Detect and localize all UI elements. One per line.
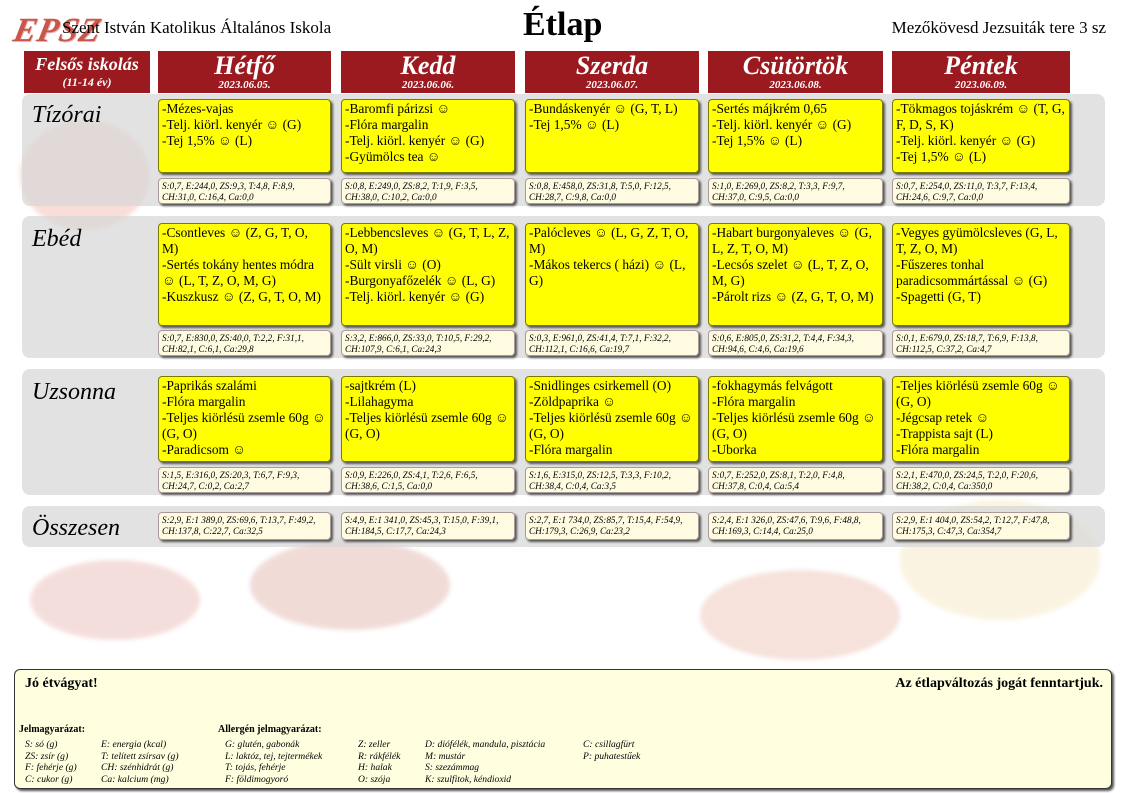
legend-entry: M: mustár <box>425 750 466 762</box>
legend-entry: CH: szénhidrát (g) <box>101 762 174 773</box>
menu-cell <box>341 223 515 326</box>
menu-item: -Telj. kiörl. kenyér ☺ (G) <box>896 133 1036 148</box>
day-date: 2023.06.09. <box>954 79 1008 91</box>
menu-item: -Jégcsap retek ☺ <box>896 410 990 425</box>
menu-item: -Sült virsli ☺ (O) <box>345 257 441 272</box>
day-name: Kedd <box>400 51 456 80</box>
menu-item: -Uborka <box>712 442 757 457</box>
nutrition-info: S:0,8, E:249,0, ZS:8,2, T:1,9, F:3,5, CH:38,0, C:10,2, Ca:0,0 <box>341 178 515 204</box>
nutrition-info: S:0,8, E:458,0, ZS:31,8, T:5,0, F:12,5, CH:28,7, C:9,8, Ca:0,0 <box>525 178 699 204</box>
legend-entry: S: szezámmag <box>425 762 480 773</box>
allergen-column <box>583 739 640 762</box>
legend-entry: L: laktóz, tej, tejtermékek <box>225 750 323 762</box>
day-date: 2023.06.06. <box>401 79 455 91</box>
level-age: (11-14 év) <box>62 75 112 89</box>
menu-item: -Telj. kiörl. kenyér ☺ (G) <box>345 289 485 304</box>
allergen-column <box>225 739 322 785</box>
nutrition-info: S:1,0, E:269,0, ZS:8,2, T:3,3, F:9,7, CH:37,0, C:9,5, Ca:0,0 <box>708 178 883 204</box>
legend-entry: ZS: zsír (g) <box>25 750 69 762</box>
legend-entry: P: puhatestűek <box>583 750 641 762</box>
menu-item: -Snidlinges csirkemell (O) <box>529 378 672 393</box>
allergen-column <box>425 739 545 785</box>
menu-item: -Spagetti (G, T) <box>896 289 981 304</box>
daily-total: S:2,7, E:1 734,0, ZS:85,7, T:15,4, F:54,9, CH:179,3, C:26,9, Ca:23,2 <box>525 512 699 540</box>
menu-cell <box>158 223 331 326</box>
school-logo: EPSZ <box>10 12 106 49</box>
menu-item: -Habart burgonyaleves ☺ (G, L, Z, T, O, M) <box>712 225 872 256</box>
day-header-wednesday <box>525 51 699 93</box>
menu-cell <box>525 99 699 173</box>
day-name: Péntek <box>944 51 1018 80</box>
nutrition-info: S:1,6, E:315,0, ZS:12,5, T:3,3, F:10,2, CH:38,4, C:0,4, Ca:3,5 <box>525 467 699 493</box>
background-food-image <box>700 570 900 660</box>
school-name: Szent István Katolikus Általános Iskola <box>62 18 332 37</box>
nutrition-info: S:0,6, E:805,0, ZS:31,2, T:4,4, F:34,3, CH:94,6, C:4,6, Ca:19,6 <box>708 330 883 356</box>
menu-item: -Baromfi párizsi ☺ <box>345 101 451 116</box>
daily-total: S:4,9, E:1 341,0, ZS:45,3, T:15,0, F:39,1, CH:184,5, C:17,7, Ca:24,3 <box>341 512 515 540</box>
menu-item: -Tej 1,5% ☺ (L) <box>896 149 987 164</box>
menu-item: -Flóra margalin <box>529 442 613 457</box>
menu-cell <box>158 376 331 462</box>
level-header <box>24 51 150 93</box>
menu-item: -Telj. kiörl. kenyér ☺ (G) <box>162 117 302 132</box>
level-label: Felsős iskolás <box>35 54 139 74</box>
menu-cell <box>708 99 883 173</box>
legend-entry: F: fehérje (g) <box>25 762 77 773</box>
legend-entry: H: halak <box>358 762 392 773</box>
menu-item: -Tej 1,5% ☺ (L) <box>162 133 253 148</box>
nutrition-info: S:0,7, E:254,0, ZS:11,0, T:3,7, F:13,4, CH:24,6, C:9,7, Ca:0,0 <box>892 178 1070 204</box>
allergen-column <box>358 739 400 785</box>
legend-entry: K: szulfitok, kéndioxid <box>425 773 512 785</box>
legend-entry: C: csillagfürt <box>583 739 635 750</box>
menu-cell <box>892 223 1070 326</box>
menu-item: -Mézes-vajas <box>162 101 234 116</box>
menu-cell <box>341 99 515 173</box>
meal-label: Tízórai <box>32 102 102 128</box>
day-date: 2023.06.07. <box>585 79 639 91</box>
menu-item: -Zöldpaprika ☺ <box>529 394 616 409</box>
background-food-image <box>30 560 200 640</box>
nutrition-info: S:0,7, E:244,0, ZS:9,3, T:4,8, F:8,9, CH:31,0, C:16,4, Ca:0,0 <box>158 178 331 204</box>
legend-entry: E: energia (kcal) <box>101 739 167 750</box>
menu-cell <box>341 376 515 462</box>
menu-item: -Paradicsom ☺ <box>162 442 246 457</box>
meal-label: Összesen <box>32 515 120 541</box>
day-name: Csütörtök <box>742 51 849 80</box>
menu-item: -Párolt rizs ☺ (Z, G, T, O, M) <box>712 289 874 304</box>
menu-item: -Telj. kiörl. kenyér ☺ (G) <box>712 117 852 132</box>
menu-item: -Gyümölcs tea ☺ <box>345 149 441 164</box>
menu-change-notice: Az étlapváltozás jogát fenntartjuk. <box>895 676 1103 691</box>
legend-entry: F: földimogyoró <box>225 773 289 785</box>
background-food-image <box>250 540 450 630</box>
menu-item: -Teljes kiörlésü zsemle 60g ☺ (G, O) <box>345 410 509 441</box>
legend-column <box>25 739 77 785</box>
nutrition-info: S:0,9, E:226,0, ZS:4,1, T:2,6, F:6,5, CH:38,6, C:1,5, Ca:0,0 <box>341 467 515 493</box>
menu-item: -sajtkrém (L) <box>345 378 417 393</box>
menu-cell <box>892 99 1070 173</box>
day-date: 2023.06.05. <box>218 79 271 91</box>
menu-item: -Teljes kiörlésü zsemle 60g ☺ (G, O) <box>162 410 326 441</box>
menu-item: -Burgonyafőzelék ☺ (L, G) <box>345 273 496 288</box>
menu-item: -Fűszeres tonhal paradicsommártással ☺ (G) <box>896 257 1048 288</box>
menu-item: -Trappista sajt (L) <box>896 426 993 441</box>
menu-item: -Csontleves ☺ (Z, G, T, O, M) <box>162 225 308 256</box>
day-header-thursday <box>708 51 883 93</box>
allergen-legend-title: Allergén jelmagyarázat: <box>218 724 322 735</box>
daily-total: S:2,9, E:1 404,0, ZS:54,2, T:12,7, F:47,8, CH:175,3, C:47,3, Ca:354,7 <box>892 512 1070 540</box>
menu-item: -fokhagymás felvágott <box>712 378 833 393</box>
meal-label: Ebéd <box>32 226 82 252</box>
menu-item: -Tökmagos tojáskrém ☺ (T, G, F, D, S, K) <box>896 101 1065 132</box>
menu-item: -Lilahagyma <box>345 394 414 409</box>
legend-entry: G: glutén, gabonák <box>225 739 300 750</box>
footer-panel <box>14 669 1112 789</box>
day-name: Szerda <box>575 51 649 80</box>
daily-total: S:2,9, E:1 389,0, ZS:69,6, T:13,7, F:49,2, CH:137,8, C:22,7, Ca:32,5 <box>158 512 331 540</box>
menu-cell <box>158 99 331 173</box>
legend-entry: D: diófélék, mandula, pisztácia <box>425 739 546 750</box>
nutrition-info: S:1,5, E:316,0, ZS:20,3, T:6,7, F:9,3, CH:24,7, C:0,2, Ca:2,7 <box>158 467 331 493</box>
nutrition-info: S:2,1, E:470,0, ZS:24,5, T:2,0, F:20,6, CH:38,2, C:0,4, Ca:350,0 <box>892 467 1070 493</box>
nutrition-info: S:0,1, E:679,0, ZS:18,7, T:6,9, F:13,8, CH:112,5, C:37,2, Ca:4,7 <box>892 330 1070 356</box>
menu-item: -Flóra margalin <box>712 394 796 409</box>
menu-item: -Teljes kiörlésü zsemle 60g ☺ (G, O) <box>712 410 876 441</box>
menu-item: -Sertés májkrém 0,65 <box>712 101 827 116</box>
legend-entry: T: telített zsírsav (g) <box>101 750 179 762</box>
menu-item: -Teljes kiörlésü zsemle 60g ☺ (G, O) <box>529 410 693 441</box>
legend-entry: S: só (g) <box>25 739 58 750</box>
day-header-tuesday <box>341 51 515 93</box>
menu-item: -Palócleves ☺ (L, G, Z, T, O, M) <box>529 225 689 256</box>
menu-item: -Tej 1,5% ☺ (L) <box>712 133 803 148</box>
day-name: Hétfő <box>214 51 275 80</box>
menu-item: -Paprikás szalámi <box>162 378 257 393</box>
page-title: Étlap <box>523 6 603 43</box>
menu-item: -Telj. kiörl. kenyér ☺ (G) <box>345 133 485 148</box>
day-header-monday <box>158 51 331 93</box>
menu-item: -Bundáskenyér ☺ (G, T, L) <box>529 101 678 116</box>
menu-item: -Lecsós szelet ☺ (L, T, Z, O, M, G) <box>712 257 869 288</box>
nutrition-info: S:3,2, E:866,0, ZS:33,0, T:10,5, F:29,2, CH:107,9, C:6,1, Ca:24,3 <box>341 330 515 356</box>
menu-item: -Flóra margalin <box>345 117 429 132</box>
menu-cell <box>892 376 1070 462</box>
legend-entry: R: rákfélék <box>358 750 401 762</box>
meal-label: Uzsonna <box>32 379 117 405</box>
nutrition-info: S:0,7, E:830,0, ZS:40,0, T:2,2, F:31,1, CH:82,1, C:6,1, Ca:29,8 <box>158 330 331 356</box>
day-date: 2023.06.08. <box>769 79 822 91</box>
legend-title: Jelmagyarázat: <box>19 724 86 735</box>
day-header-friday <box>892 51 1070 93</box>
menu-cell <box>708 223 883 326</box>
menu-item: -Kuszkusz ☺ (Z, G, T, O, M) <box>162 289 321 304</box>
nutrition-info: S:0,7, E:252,0, ZS:8,1, T:2,0, F:4,8, CH:37,8, C:0,4, Ca:5,4 <box>708 467 883 493</box>
menu-item: -Flóra margalin <box>162 394 246 409</box>
menu-item: -Tej 1,5% ☺ (L) <box>529 117 620 132</box>
legend-column <box>101 739 179 785</box>
menu-item: -Mákos tekercs ( házi) ☺ (L, G) <box>529 257 686 288</box>
menu-item: -Teljes kiörlésü zsemle 60g ☺ (G, O) <box>896 378 1060 409</box>
nutrition-info: S:0,3, E:961,0, ZS:41,4, T:7,1, F:32,2, CH:112,1, C:16,6, Ca:19,7 <box>525 330 699 356</box>
menu-cell <box>525 376 699 462</box>
legend-entry: T: tojás, fehérje <box>225 762 286 773</box>
legend-entry: O: szója <box>358 773 391 785</box>
legend-entry: C: cukor (g) <box>25 773 73 785</box>
menu-cell <box>525 223 699 326</box>
school-address: Mezőkövesd Jezsuiták tere 3 sz <box>891 18 1106 37</box>
legend-entry: Ca: kalcium (mg) <box>101 773 169 785</box>
bon-appetit-text: Jó étvágyat! <box>25 676 98 691</box>
menu-item: -Vegyes gyümölcsleves (G, L, T, Z, O, M) <box>896 225 1058 256</box>
menu-cell <box>708 376 883 462</box>
legend-entry: Z: zeller <box>358 739 391 750</box>
menu-item: -Lebbencsleves ☺ (G, T, L, Z, O, M) <box>345 225 510 256</box>
menu-item: -Sertés tokány hentes módra ☺ (L, T, Z, O, M, G) <box>162 257 315 288</box>
menu-item: -Flóra margalin <box>896 442 980 457</box>
daily-total: S:2,4, E:1 326,0, ZS:47,6, T:9,6, F:48,8, CH:169,3, C:14,4, Ca:25,0 <box>708 512 883 540</box>
